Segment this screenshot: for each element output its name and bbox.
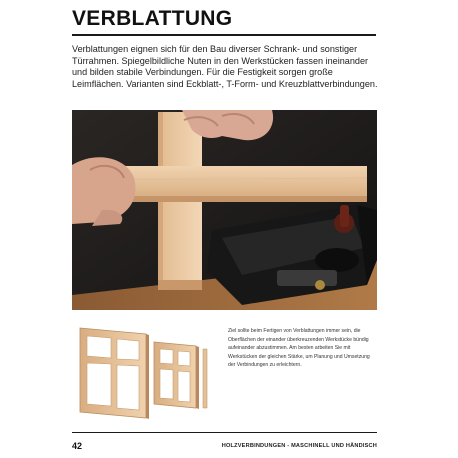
title-rule	[72, 34, 376, 36]
image-caption: Ziel sollte beim Fertigen von Verblattungen immer sein, die Oberflächen der einander überkreuzenden Werkstücke bündig aufeinander abzustimmen. Am besten arbeiten Sie mit Werkstücken der gleichen Stärke, um Planung und Umsetzung der Verbindungen zu erleichtern.	[228, 328, 370, 369]
frames-svg	[76, 322, 212, 422]
running-title: HOLZVERBINDUNGEN - MASCHINELL UND HÄNDISCH	[221, 443, 377, 449]
page-title: VERBLATTUNG	[72, 7, 233, 30]
frame-right	[154, 342, 207, 409]
footer-rule	[72, 432, 377, 433]
page-number: 42	[72, 441, 83, 451]
photo-illustration	[72, 110, 377, 310]
door-frames-illustration	[76, 322, 212, 422]
frame-left	[80, 328, 149, 419]
cross-lap-joint-photo	[72, 110, 377, 310]
intro-paragraph: Verblattungen eignen sich für den Bau diverser Schrank- und sonstiger Türrahmen. Spiegelbildliche Nuten in den Werkstücken fassen ineinander und bilden stabile Verbindungen. Für die Festigkeit sorgen große Leimflächen. Varianten sind Eckblatt-, T-Form- und Kreuzblattverbindungen.	[72, 44, 378, 89]
